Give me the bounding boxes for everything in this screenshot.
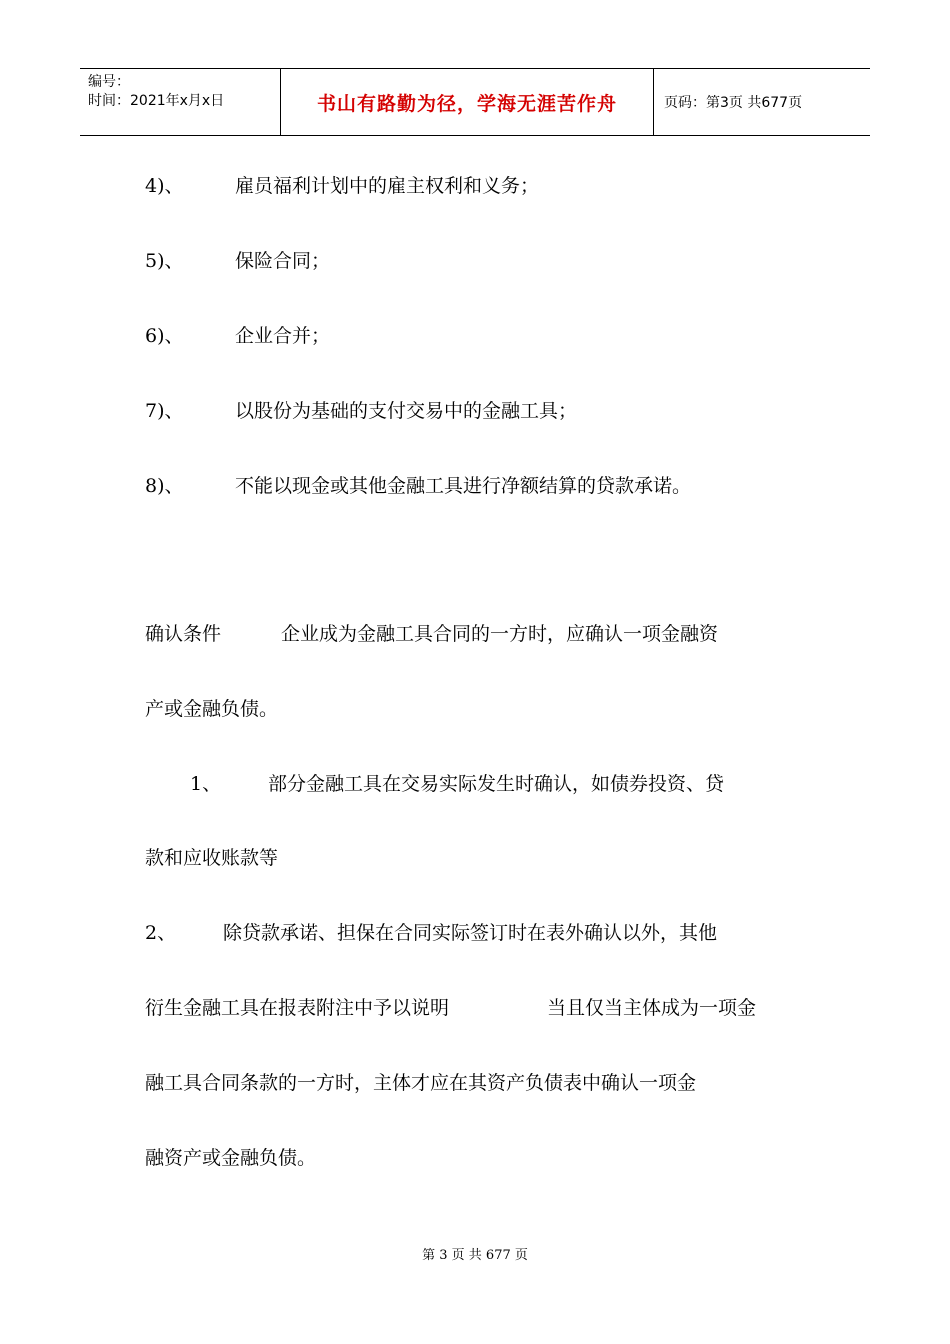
header-meta — [80, 69, 281, 135]
list-item-text: 保险合同； — [235, 250, 331, 272]
numbered-paragraph-line — [145, 996, 756, 1020]
list-item — [145, 399, 577, 423]
confirm-text: 产或金融负债。 — [145, 698, 279, 720]
numbered-paragraph-line — [145, 1146, 316, 1170]
item-text: 部分金融工具在交易实际发生时确认，如债券投资、贷 — [268, 773, 725, 795]
confirm-paragraph-line — [145, 622, 718, 646]
page-header — [80, 68, 870, 136]
item-text: 衍生金融工具在报表附注中予以说明 — [145, 997, 450, 1019]
numbered-paragraph-line — [145, 921, 717, 945]
numbered-paragraph-line — [145, 1071, 696, 1095]
item-number: 2、 — [145, 922, 177, 944]
list-item-text: 雇员福利计划中的雇主权利和义务； — [235, 175, 540, 197]
list-item-number: 4)、 — [145, 175, 184, 197]
item-text: 除贷款承诺、担保在合同实际签订时在表外确认以外，其他 — [223, 922, 718, 944]
list-item-text: 不能以现金或其他金融工具进行净额结算的贷款承诺。 — [235, 475, 692, 497]
list-item-number: 5)、 — [145, 250, 184, 272]
header-motto-cell — [281, 69, 654, 135]
footer-page-number: 第 3 页 共 677 页 — [422, 1248, 528, 1263]
list-item — [145, 474, 691, 498]
item-text: 融资产或金融负债。 — [145, 1147, 317, 1169]
confirm-heading: 确认条件 — [145, 623, 222, 645]
numbered-paragraph-line — [145, 846, 278, 870]
page-info-text: 页码：第3页 共677页 — [664, 95, 803, 111]
numbered-paragraph-line — [190, 772, 724, 796]
item-text: 当且仅当主体成为一项金 — [547, 997, 757, 1019]
list-item — [145, 324, 330, 348]
list-item-text: 以股份为基础的支付交易中的金融工具； — [235, 400, 578, 422]
list-item-number: 8)、 — [145, 475, 184, 497]
list-item — [145, 174, 539, 198]
time-label: 时间：2021年x月x日 — [88, 93, 225, 109]
list-item-number: 6)、 — [145, 325, 184, 347]
item-number: 1、 — [190, 773, 222, 795]
header-page-info — [654, 69, 870, 135]
list-item — [145, 249, 330, 273]
confirm-paragraph-line — [145, 697, 278, 721]
motto-text: 书山有路勤为径，学海无涯苦作舟 — [316, 92, 617, 115]
confirm-text: 企业成为金融工具合同的一方时，应确认一项金融资 — [281, 623, 719, 645]
number-label: 编号： — [88, 74, 130, 90]
list-item-number: 7)、 — [145, 400, 184, 422]
item-text: 融工具合同条款的一方时，主体才应在其资产负债表中确认一项金 — [145, 1072, 697, 1094]
page-footer — [0, 1248, 950, 1264]
list-item-text: 企业合并； — [235, 325, 331, 347]
item-text: 款和应收账款等 — [145, 847, 279, 869]
